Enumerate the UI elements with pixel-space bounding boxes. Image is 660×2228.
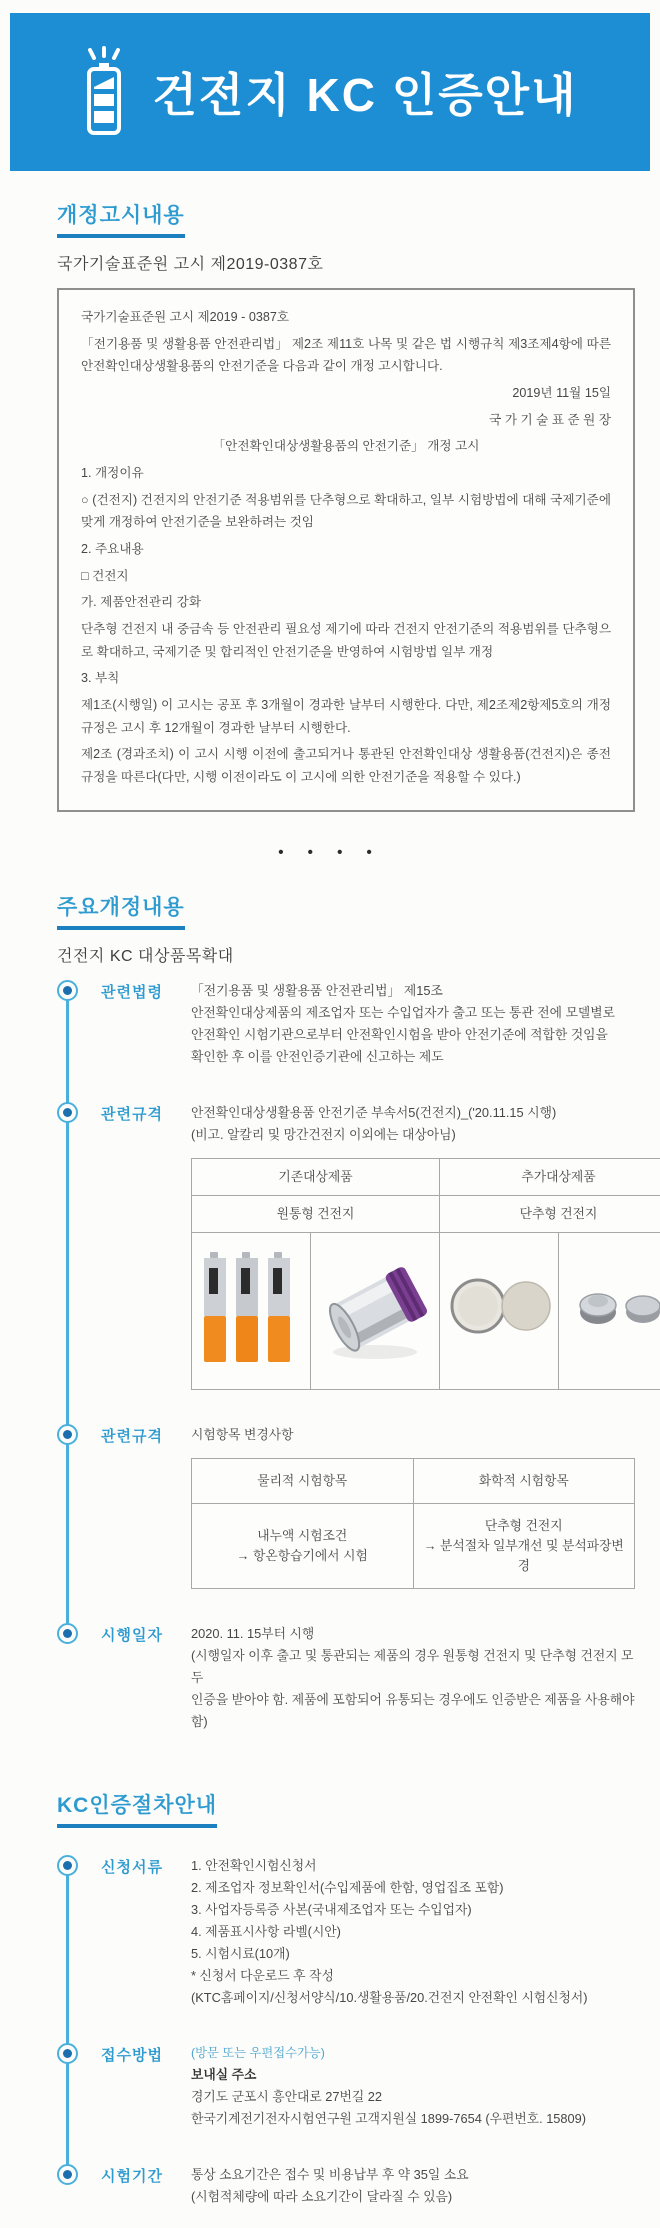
notice-date: 2019년 11월 15일 (81, 382, 611, 405)
notice-number: 국가기술표준원 고시 제2019 - 0387호 (81, 306, 611, 329)
reason-heading: 1. 개정이유 (81, 462, 611, 485)
timeline-dot-icon (57, 2043, 78, 2064)
doc-line-4: 4. 제품표시사항 라벨(시안) (191, 1921, 635, 1943)
item-label: 시험기간 (101, 2164, 191, 2186)
timeline-dot-icon (57, 1424, 78, 1445)
addendum-body-1: 제1조(시행일) 이 고시는 공포 후 3개월이 경과한 날부터 시행한다. 다만, 제2조제2항제5호의 개정규정은 고시 후 12개월이 경과한 날부터 시행한다. (81, 694, 611, 739)
effective-line-1: 2020. 11. 15부터 시행 (191, 1623, 635, 1645)
law-line-3: 안전확인 시험기관으로부터 안전확인시험을 받아 안전기준에 적합한 것임을 (191, 1024, 635, 1046)
doc-line-3: 3. 사업자등록증 사본(국내제조업자 또는 수입업자) (191, 1899, 635, 1921)
page-title: 건전지 KC 인증안내 (152, 59, 577, 125)
item-body (191, 2164, 635, 2208)
timeline-dot-icon (57, 1102, 78, 1123)
revision-heading: 개정고시내용 (57, 199, 185, 238)
section-revision-notice (0, 199, 660, 812)
table-header-added: 추가대상제품 (440, 1159, 660, 1196)
coin-cells-image (440, 1233, 559, 1390)
content-body: 단추형 건전지 내 중금속 등 안전관리 필요성 제기에 따라 건전지 안전기준의 적용범위를 단추형으로 확대하고, 국제기준 및 합리적인 안전기준을 반영하여 시험방법 일부 개정 (81, 618, 611, 663)
addendum-body-2: 제2조 (경과조치) 이 고시 시행 이전에 출고되거나 통관된 안전확인대상 생활용품(건전지)은 종전규정을 따른다(다만, 시행 이전이라도 이 고시에 의한 안전기준을 적용할 수 있다.) (81, 743, 611, 788)
notice-signer: 국 가 기 술 표 준 원 장 (81, 409, 611, 432)
timeline-item-reception-method (57, 2043, 635, 2130)
revision-timeline (57, 980, 635, 1732)
procedure-heading: KC인증절차안내 (57, 1789, 217, 1828)
reception-address-line-2: 한국기계전기전자시험연구원 고객지원실 1899-7654 (우편번호. 15809) (191, 2108, 635, 2130)
law-line-1: 「전기용품 및 생활용품 안전관리법」 제15조 (191, 980, 635, 1002)
item-body (191, 1424, 635, 1588)
timeline-item-related-standard (57, 1102, 635, 1390)
content-line-2: 가. 제품안전관리 강화 (81, 591, 611, 614)
period-line-1: 통상 소요기간은 접수 및 비용납부 후 약 35일 소요 (191, 2164, 635, 2186)
section-certification-procedure (0, 1789, 660, 2208)
timeline-dot-icon (57, 980, 78, 1001)
main-heading: 주요개정내용 (57, 891, 185, 930)
item-label: 관련법령 (101, 980, 191, 1002)
item-body (191, 1855, 635, 2009)
test-change-table (191, 1458, 635, 1588)
item-label: 신청서류 (101, 1855, 191, 1877)
item-body (191, 2043, 635, 2130)
spec2-line-1: 시험항목 변경사항 (191, 1424, 635, 1446)
doc-line-6: * 신청서 다운로드 후 작성 (191, 1965, 635, 1987)
reception-address-title: 보내실 주소 (191, 2064, 635, 2086)
doc-line-2: 2. 제조업자 정보확인서(수입제품에 한함, 영업집조 포함) (191, 1877, 635, 1899)
item-label: 접수방법 (101, 2043, 191, 2065)
timeline-item-effective-date (57, 1623, 635, 1733)
button-cells-image (559, 1233, 660, 1390)
timeline-item-test-items (57, 1424, 635, 1588)
section-main-revisions (0, 891, 660, 1732)
timeline-dot-icon (57, 1623, 78, 1644)
battery-icon (82, 46, 134, 138)
timeline-dot-icon (57, 2164, 78, 2185)
test-cell-physical: 내누액 시험조건 → 항온항습기에서 시험 (192, 1504, 414, 1588)
revision-subheading: 국가기술표준원 고시 제2019-0387호 (57, 251, 635, 274)
spec1-line-2: (비고. 알칼리 및 망간건전지 이외에는 대상아님) (191, 1124, 660, 1146)
test-header-chemical: 화학적 시험항목 (413, 1459, 635, 1504)
item-label: 관련규격 (101, 1424, 191, 1446)
reception-note: (방문 또는 우편접수가능) (191, 2043, 635, 2064)
doc-line-1: 1. 안전확인시험신청서 (191, 1855, 635, 1877)
content-line-1: □ 건전지 (81, 565, 611, 588)
effective-line-3: 인증을 받아야 함. 제품에 포함되어 유통되는 경우에도 인증받은 제품을 사용해야 함) (191, 1689, 635, 1733)
effective-line-2: (시행일자 이후 출고 및 통관되는 제품의 경우 원통형 건전지 및 단추형 건전지 모두 (191, 1645, 635, 1689)
table-sub-cylindrical: 원통형 건전지 (192, 1196, 440, 1233)
notice-box (57, 288, 635, 812)
item-body (191, 1102, 660, 1390)
timeline-item-test-period (57, 2164, 635, 2208)
aa-batteries-image (192, 1233, 311, 1390)
reason-body: ○ (건전지) 건전지의 안전기준 적용범위를 단추형으로 확대하고, 일부 시험방법에 대해 국제기준에 맞게 개정하여 안전기준을 보완하려는 것임 (81, 489, 611, 534)
period-line-2: (시험적체량에 따라 소요기간이 달라질 수 있음) (191, 2186, 635, 2208)
timeline-item-application-documents (57, 1855, 635, 2009)
dots-separator: • • • • (0, 844, 660, 861)
notice-intro: 「전기용품 및 생활용품 안전관리법」 제2조 제11호 나목 및 같은 법 시행규칙 제3조제4항에 따른 안전확인대상생활용품의 안전기준을 다음과 같이 개정 고시합니다. (81, 333, 611, 378)
table-header-existing: 기존대상제품 (192, 1159, 440, 1196)
product-scope-table (191, 1158, 660, 1390)
timeline-item-related-law (57, 980, 635, 1068)
c-battery-image (311, 1233, 440, 1390)
law-line-4: 확인한 후 이를 안전인증기관에 신고하는 제도 (191, 1046, 635, 1068)
page-header (10, 13, 650, 171)
item-body (191, 1623, 635, 1733)
notice-title: 「안전확인대상생활용품의 안전기준」 개정 고시 (81, 435, 611, 458)
item-label: 시행일자 (101, 1623, 191, 1645)
test-header-physical: 물리적 시험항목 (192, 1459, 414, 1504)
item-body (191, 980, 635, 1068)
spec1-line-1: 안전확인대상생활용품 안전기준 부속서5(건전지)_('20.11.15 시행) (191, 1102, 660, 1124)
reception-address-line-1: 경기도 군포시 흥안대로 27번길 22 (191, 2086, 635, 2108)
content-heading: 2. 주요내용 (81, 538, 611, 561)
table-sub-button: 단추형 건전지 (440, 1196, 660, 1233)
doc-line-7: (KTC홈페이지/신청서양식/10.생활용품/20.건전지 안전확인 시험신청서) (191, 1987, 635, 2009)
test-cell-chemical: 단추형 건전지 → 분석절차 일부개선 및 분석파장변경 (413, 1504, 635, 1588)
item-label: 관련규격 (101, 1102, 191, 1124)
procedure-timeline (57, 1855, 635, 2208)
law-line-2: 안전확인대상제품의 제조업자 또는 수입업자가 출고 또는 통관 전에 모델별로 (191, 1002, 635, 1024)
main-subheading: 건전지 KC 대상품목확대 (57, 943, 635, 966)
doc-line-5: 5. 시험시료(10개) (191, 1943, 635, 1965)
addendum-heading: 3. 부칙 (81, 667, 611, 690)
timeline-dot-icon (57, 1855, 78, 1876)
